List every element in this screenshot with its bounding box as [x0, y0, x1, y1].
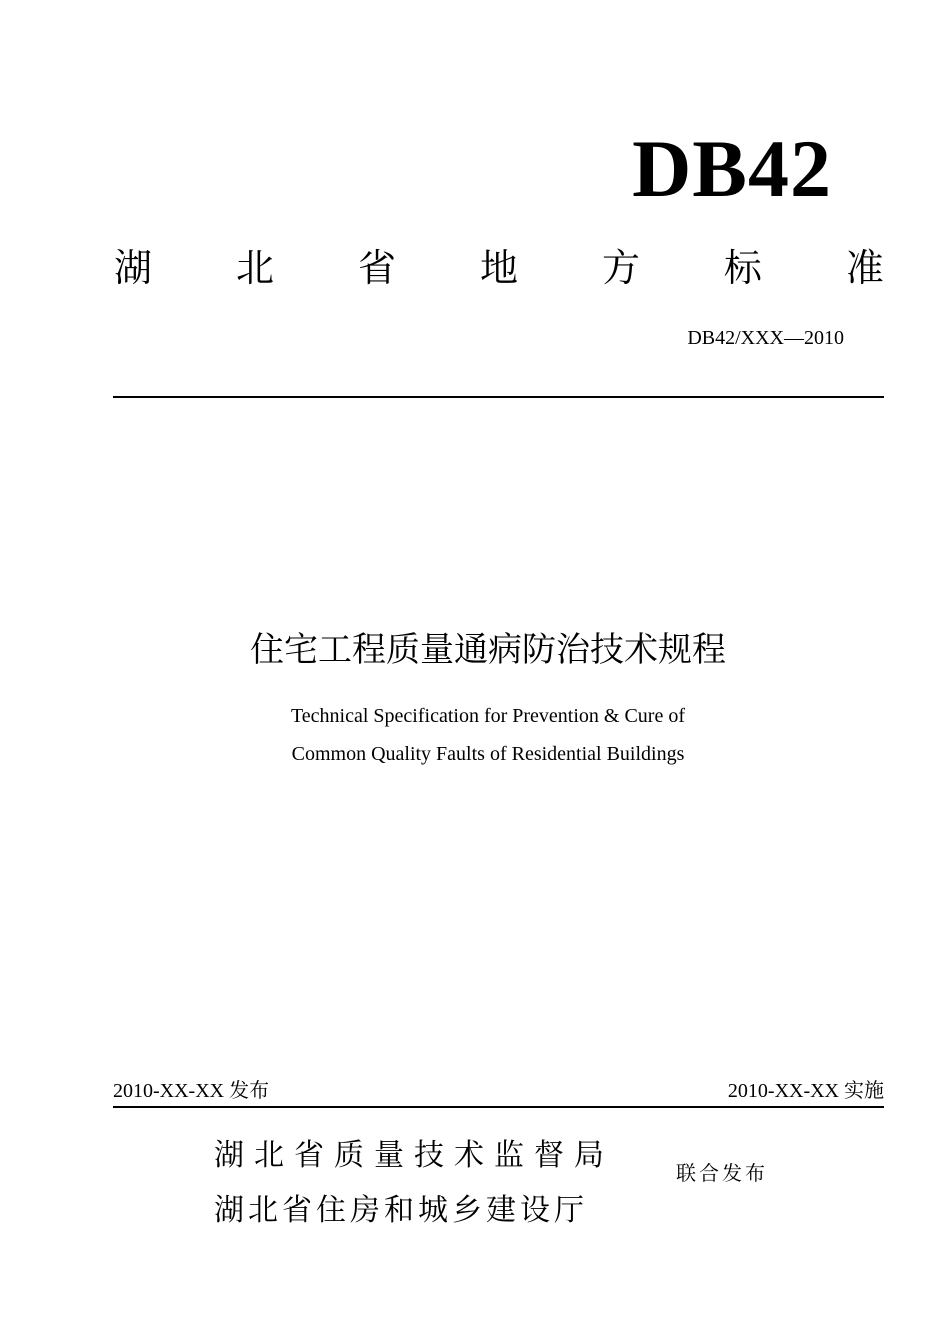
- standard-code-logo: DB42: [632, 123, 832, 214]
- standard-type-char: 标: [723, 246, 762, 290]
- issuer-quality-bureau: 湖北省质量技术监督局: [214, 1138, 614, 1173]
- issue-date: 2010-XX-XX 发布: [113, 1080, 270, 1102]
- standard-number: DB42/XXX—2010: [687, 327, 844, 349]
- joint-issue-label: 联合发布: [676, 1161, 768, 1185]
- standard-type-char: 方: [601, 246, 640, 290]
- standard-type-char: 湖: [114, 246, 153, 290]
- document-title-english-line-2: Common Quality Faults of Residential Buildings: [291, 743, 685, 765]
- document-title-chinese: 住宅工程质量通病防治技术规程: [250, 630, 726, 670]
- standard-type-heading: [114, 244, 884, 292]
- standard-type-char: 北: [235, 246, 274, 290]
- standard-type-char: 地: [479, 246, 518, 290]
- standard-type-char: 省: [357, 246, 396, 290]
- issuer-housing-department: 湖北省住房和城乡建设厅: [214, 1193, 588, 1228]
- implementation-date: 2010-XX-XX 实施: [727, 1080, 884, 1102]
- footer-divider: [113, 1106, 884, 1108]
- header-divider: [113, 396, 884, 398]
- standard-type-char: 准: [845, 246, 884, 290]
- document-title-english-line-1: Technical Specification for Prevention & Cure of: [290, 705, 686, 727]
